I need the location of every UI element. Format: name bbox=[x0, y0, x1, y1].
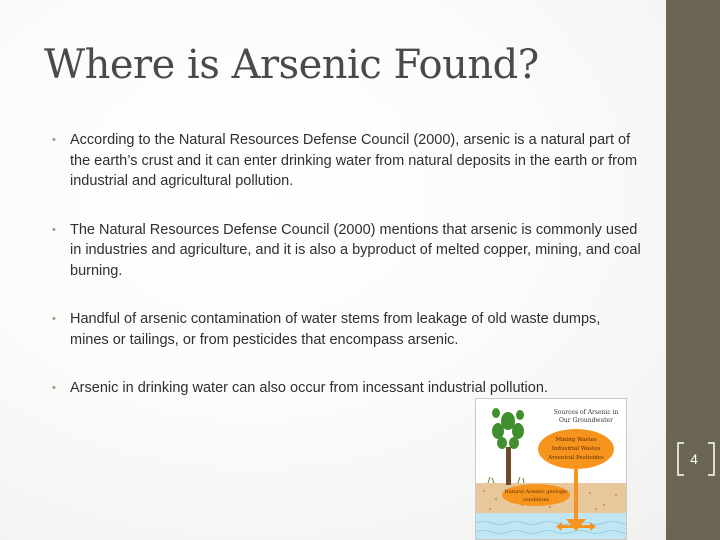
spread-bar bbox=[560, 525, 592, 528]
deposit-line2: conditions bbox=[522, 497, 550, 503]
figure-title-line2: Our Groundwater bbox=[559, 417, 613, 424]
orange-line2: Industrial Wastes bbox=[551, 446, 601, 452]
bullet-item bbox=[52, 130, 642, 192]
bullet-list bbox=[52, 130, 642, 427]
groundwater-layer bbox=[476, 513, 627, 540]
slide-title: Where is Arsenic Found? bbox=[44, 42, 539, 88]
bullet-dot-icon: • bbox=[52, 313, 56, 325]
tree-trunk bbox=[506, 447, 511, 485]
bullet-text: Arsenic in drinking water can also occur from incessant industrial pollution. bbox=[70, 380, 548, 396]
bullet-item bbox=[52, 220, 642, 282]
bullet-item bbox=[52, 309, 642, 350]
deposit-line1: Natural Arsenic geologic bbox=[504, 489, 568, 495]
page-bracket-right-icon bbox=[706, 442, 716, 476]
page-number: 4 bbox=[690, 451, 698, 467]
bullet-dot-icon: • bbox=[52, 134, 56, 146]
bullet-text: The Natural Resources Defense Council (2000) mentions that arsenic is commonly used in industries and agriculture, and it is also a byproduct of melted copper, mining, and coal burning. bbox=[70, 221, 641, 279]
arsenic-sources-diagram bbox=[476, 399, 627, 540]
bullet-text: According to the Natural Resources Defense Council (2000), arsenic is a natural part of the earth’s crust and it can enter drinking water from natural deposits in the earth or from industrial and agricultural pollution. bbox=[70, 132, 638, 189]
tree-leaves bbox=[492, 408, 524, 449]
figure-title-line1: Sources of Arsenic in bbox=[553, 409, 619, 416]
arrow-shaft bbox=[574, 469, 578, 493]
orange-line3: Arsenical Pesticides bbox=[548, 455, 604, 461]
orange-line1: Mining Wastes bbox=[555, 437, 597, 443]
bullet-dot-icon: • bbox=[52, 223, 56, 236]
bullet-text: Handful of arsenic contamination of water stems from leakage of old waste dumps, mines or tailings, or from pesticides that encompass arsenic. bbox=[70, 311, 601, 348]
bullet-dot-icon: • bbox=[52, 382, 56, 394]
arsenic-sources-figure bbox=[475, 398, 627, 540]
bullet-item bbox=[52, 378, 642, 399]
